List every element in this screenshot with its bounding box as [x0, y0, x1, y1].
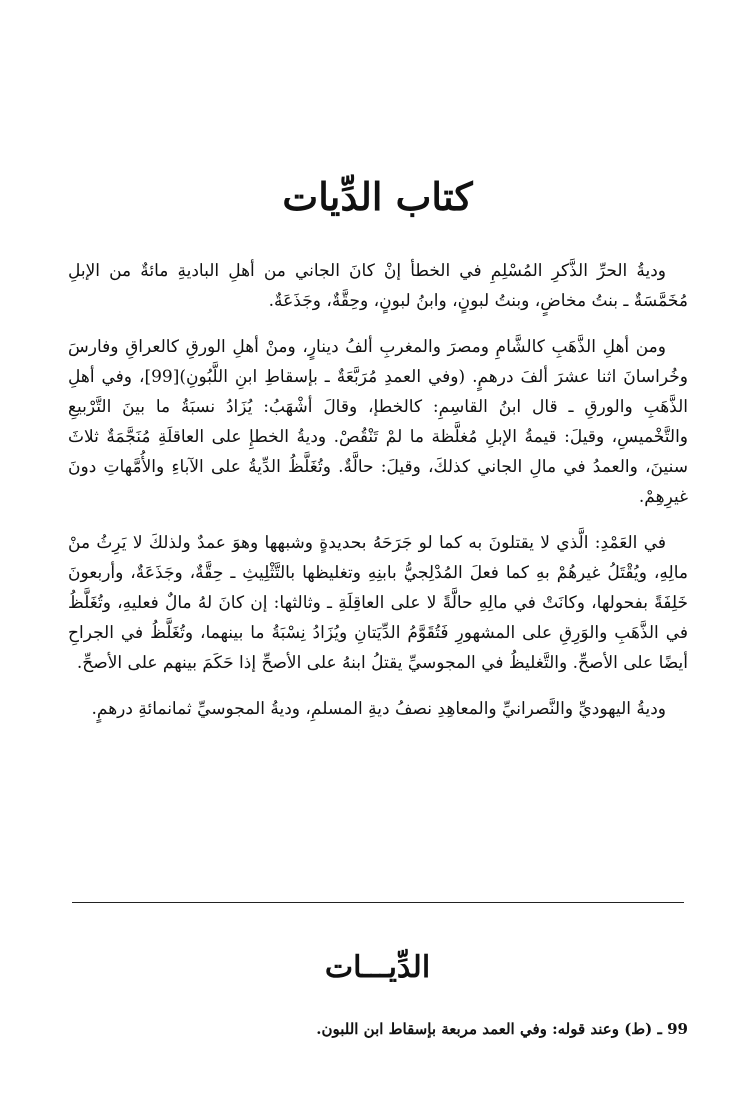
paragraph-1: وديةُ الحرِّ الذَّكرِ المُسْلِمِ في الخطأ إنْ كانَ الجاني من أهلِ الباديةِ مائةٌ من الإبلِ مُخَمَّسَةٌ ـ بنتُ مخاضٍ، وبنتُ لبونٍ، وابنُ لبونٍ، وحِقَّةٌ، وجَذَعَةٌ. [68, 261, 688, 311]
footnote-divider [72, 902, 684, 903]
paragraph-4: وديةُ اليهوديِّ والنَّصرانيِّ والمعاهِدِ نصفُ ديةِ المسلمِ، وديةُ المجوسيِّ ثمانمائةِ درهمٍ. [91, 699, 666, 719]
paragraph-3: في العَمْدِ: الَّذي لا يقتلونَ به كما لو جَرَحَهُ بحديدةٍ وشبهها وهوَ عمدٌ ولذلكَ لا يَرِثُ منْ مالِهِ، ويُقْتَلُ غيرهُمْ بهِ كما فعلَ المُدْلِجيُّ بابنِهِ وتغليظها بالتَّثْلِيثِ ـ حِقَّةٌ، وجَذَعَةٌ، وأربعونَ خَلِفَةً بفحولها، وكانَتْ في مالِهِ حالَّةً لا على العاقِلَةِ ـ وثالثها: إن كانَ لهُ مالٌ فعليهِ، وتُغَلَّظُ في الذَّهَبِ والوَرِقِ على المشهورِ فَتُقَوَّمُ الدِّيَتانِ ويُزَادُ نِسْبَةُ ما بينهما، وتُغَلَّظُ في الجراحِ أيضًا على الأصحِّ. والتَّغليظُ في المجوسيِّ يقتلُ ابنهُ على الأصحِّ إذا حَكَمَ بينهم على الأصحِّ. [68, 533, 688, 673]
chapter-title: كتاب الدِّيات [282, 174, 473, 220]
footnote [200, 1016, 688, 1042]
main-text [68, 256, 688, 740]
footnote-number: 99 ـ [657, 1020, 688, 1038]
running-title: الدِّيـــات [324, 950, 431, 985]
paragraph-2: ومن أهلِ الذَّهَبِ كالشَّامِ ومصرَ والمغربِ ألفُ دينارٍ، ومنْ أهلِ الورقِ كالعراقِ وفارسَ وخُراسانَ اثنا عشرَ ألفَ درهمٍ. (وفي العمدِ مُرَبَّعَةٌ ـ بإسقاطِ ابنِ اللَّبُونِ)[99]، وفي أهلِ الذَّهَبِ والورقِ ـ قال ابنُ القاسِمِ: كالخطإ، وقالَ أشْهَبُ: يُزَادُ نسبَةُ ما بينَ التَّرْبيعِ والتَّخْميسِ، وقيلَ: قيمةُ الإبلِ مُغلَّظة ما لمْ تَنْقُصْ. وديةُ الخطإِ على العاقلَةِ مُنَجَّمَةٌ ثلاثَ سنينَ، والعمدُ في مالِ الجاني كذلكَ، وقيلَ: حالَّةٌ. وتُغَلَّظُ الدِّيةُ على الآباءِ والأُمَّهاتِ دونَ غيرِهِمْ. [68, 337, 688, 507]
footnote-text: (ط) وعند قوله: وفي العمد مربعة بإسقاط ابن اللبون. [316, 1020, 653, 1038]
